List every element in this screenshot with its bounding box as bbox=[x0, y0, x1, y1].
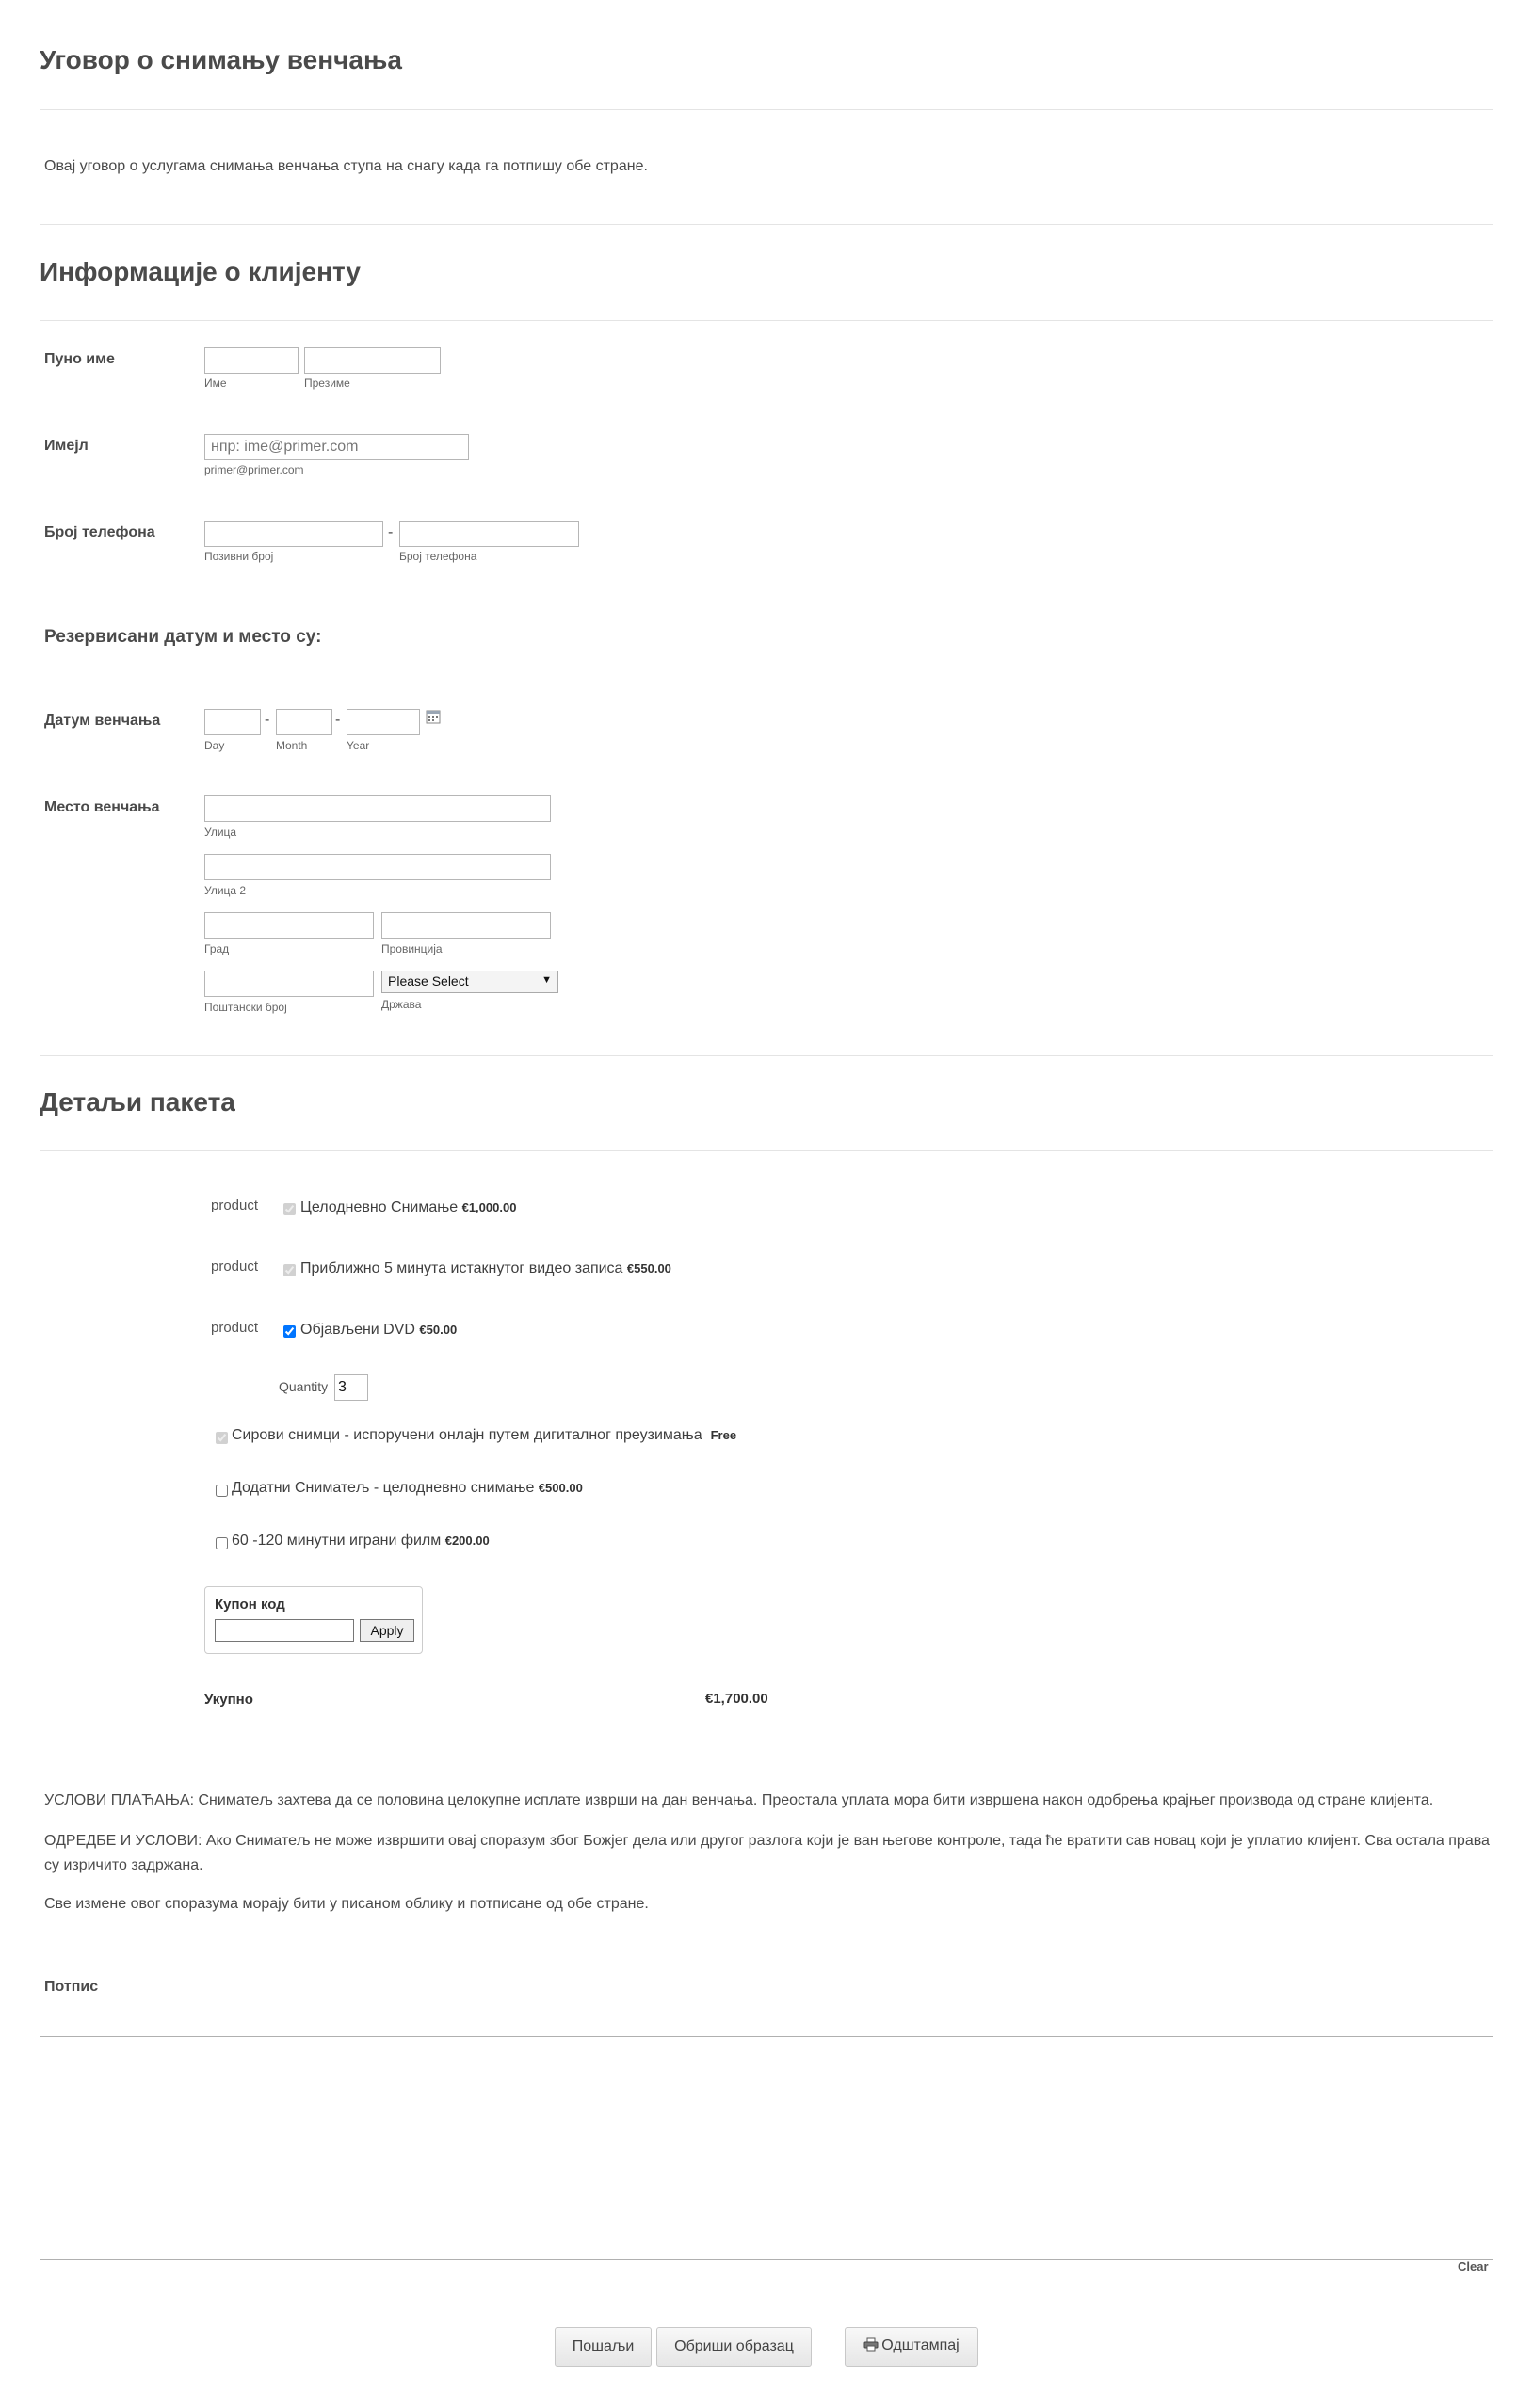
option-name: Сирови снимци - испоручени онлајн путем дигиталног преузимања bbox=[232, 1427, 702, 1443]
month-sublabel: Month bbox=[276, 739, 308, 752]
payment-terms-text: УСЛОВИ ПЛАЋАЊА: Сниматељ захтева да се половина целокупне исплате изврши на дан венчања. Преостала уплата мора бити извршена након одобрења крајњег производа од стране клијента. bbox=[44, 1792, 1434, 1808]
country-sublabel: Држава bbox=[381, 998, 422, 1011]
product-name: Објављени DVD bbox=[300, 1322, 415, 1338]
date-label: Датум венчања bbox=[44, 713, 161, 729]
area-code-sublabel: Позивни број bbox=[204, 550, 274, 563]
product-price: €550.00 bbox=[626, 1261, 671, 1276]
last-name-input[interactable] bbox=[304, 347, 441, 374]
option-checkbox-feature-film[interactable] bbox=[216, 1537, 228, 1549]
signature-pad[interactable] bbox=[40, 2036, 1493, 2260]
print-button-label: Одштампај bbox=[881, 2337, 960, 2353]
divider bbox=[40, 320, 1493, 321]
date-separator: - bbox=[335, 712, 341, 728]
product-price: €50.00 bbox=[419, 1323, 458, 1337]
product-item bbox=[300, 1199, 516, 1216]
product-name: Приближно 5 минута истакнутог видео записа bbox=[300, 1260, 623, 1276]
first-name-sublabel: Име bbox=[204, 377, 227, 390]
signature-label: Потпис bbox=[44, 1979, 99, 1995]
conditions-text: ОДРЕДБЕ И УСЛОВИ: Ако Сниматељ не може извршити овај споразум због Божјег дела или другог разлога који је ван његове контроле, тада ће вратити сав новац који је уплатио клијент. Сва остала права су изричито задржана. bbox=[44, 1833, 1490, 1873]
total-label: Укупно bbox=[204, 1692, 253, 1708]
signature-clear-link[interactable]: Clear bbox=[1458, 2259, 1489, 2273]
changes-text: Све измене овог споразума морају бити у писаном облику и потписане од обе стране. bbox=[44, 1896, 649, 1912]
street-sublabel: Улица bbox=[204, 826, 237, 839]
product-image: product bbox=[211, 1259, 259, 1275]
option-item bbox=[232, 1480, 583, 1497]
submit-button[interactable]: Пошаљи bbox=[555, 2327, 652, 2367]
coupon-input[interactable] bbox=[215, 1619, 354, 1642]
product-item bbox=[300, 1322, 457, 1339]
first-name-input[interactable] bbox=[204, 347, 299, 374]
print-button[interactable] bbox=[845, 2327, 978, 2367]
option-checkbox-raw-footage[interactable] bbox=[216, 1432, 228, 1444]
page-title: Уговор о снимању венчања bbox=[40, 45, 402, 74]
total-value: €1,700.00 bbox=[705, 1691, 768, 1707]
country-select[interactable] bbox=[381, 971, 558, 993]
product-image: product bbox=[211, 1197, 259, 1213]
street2-input[interactable] bbox=[204, 854, 551, 880]
option-item bbox=[232, 1427, 736, 1444]
option-price: €200.00 bbox=[444, 1533, 490, 1548]
phone-number-sublabel: Број телефона bbox=[399, 550, 477, 563]
option-name: 60 -120 минутни играни филм bbox=[232, 1533, 442, 1549]
zip-input[interactable] bbox=[204, 971, 374, 997]
product-name: Целодневно Снимање bbox=[300, 1199, 459, 1215]
clear-form-button[interactable]: Обриши образац bbox=[656, 2327, 812, 2367]
email-sublabel: primer@primer.com bbox=[204, 463, 304, 476]
last-name-sublabel: Презиме bbox=[304, 377, 350, 390]
coupon-title: Купон код bbox=[215, 1597, 285, 1613]
option-item bbox=[232, 1533, 490, 1549]
package-section-title: Детаљи пакета bbox=[40, 1087, 235, 1116]
day-sublabel: Day bbox=[204, 739, 225, 752]
option-checkbox-extra-videographer[interactable] bbox=[216, 1485, 228, 1497]
province-input[interactable] bbox=[381, 912, 551, 939]
intro-text: Овај уговор о услугама снимања венчања ступа на снагу када га потпишу обе стране. bbox=[44, 158, 648, 174]
area-code-input[interactable] bbox=[204, 521, 383, 547]
coupon-apply-button[interactable]: Apply bbox=[360, 1619, 414, 1642]
quantity-label: Quantity bbox=[279, 1379, 329, 1394]
year-input[interactable] bbox=[347, 709, 420, 735]
place-label: Место венчања bbox=[44, 799, 160, 815]
street2-sublabel: Улица 2 bbox=[204, 884, 247, 897]
country-selected-value: Please Select bbox=[388, 973, 469, 988]
email-input[interactable] bbox=[204, 434, 469, 460]
phone-number-input[interactable] bbox=[399, 521, 579, 547]
calendar-icon[interactable] bbox=[426, 709, 441, 724]
divider bbox=[40, 1150, 1493, 1151]
chevron-down-icon: ▼ bbox=[541, 974, 552, 986]
divider bbox=[40, 109, 1493, 110]
phone-separator: - bbox=[388, 524, 394, 540]
product-price: €1,000.00 bbox=[461, 1200, 517, 1214]
province-sublabel: Провинција bbox=[381, 942, 443, 955]
street-input[interactable] bbox=[204, 795, 551, 822]
printer-icon bbox=[863, 2337, 879, 2356]
quantity-input[interactable] bbox=[334, 1374, 368, 1401]
option-price: €500.00 bbox=[538, 1481, 583, 1495]
product-item bbox=[300, 1260, 671, 1277]
coupon-box bbox=[204, 1586, 423, 1654]
option-price: Free bbox=[710, 1428, 737, 1442]
year-sublabel: Year bbox=[347, 739, 370, 752]
divider bbox=[40, 1055, 1493, 1056]
date-separator: - bbox=[265, 712, 270, 728]
product-checkbox-full-day[interactable] bbox=[283, 1203, 296, 1215]
product-image: product bbox=[211, 1320, 259, 1336]
product-checkbox-dvd[interactable] bbox=[283, 1325, 296, 1338]
booking-subheading: Резервисани датум и место су: bbox=[44, 627, 322, 647]
email-label: Имејл bbox=[44, 438, 89, 454]
city-sublabel: Град bbox=[204, 942, 230, 955]
city-input[interactable] bbox=[204, 912, 374, 939]
month-input[interactable] bbox=[276, 709, 332, 735]
zip-sublabel: Поштански број bbox=[204, 1001, 287, 1014]
phone-label: Број телефона bbox=[44, 524, 155, 540]
day-input[interactable] bbox=[204, 709, 261, 735]
option-name: Додатни Сниматељ - целодневно снимање bbox=[232, 1480, 535, 1496]
client-section-title: Информације о клијенту bbox=[40, 257, 361, 286]
divider bbox=[40, 224, 1493, 225]
full-name-label: Пуно име bbox=[44, 351, 115, 367]
product-checkbox-highlight-video[interactable] bbox=[283, 1264, 296, 1276]
